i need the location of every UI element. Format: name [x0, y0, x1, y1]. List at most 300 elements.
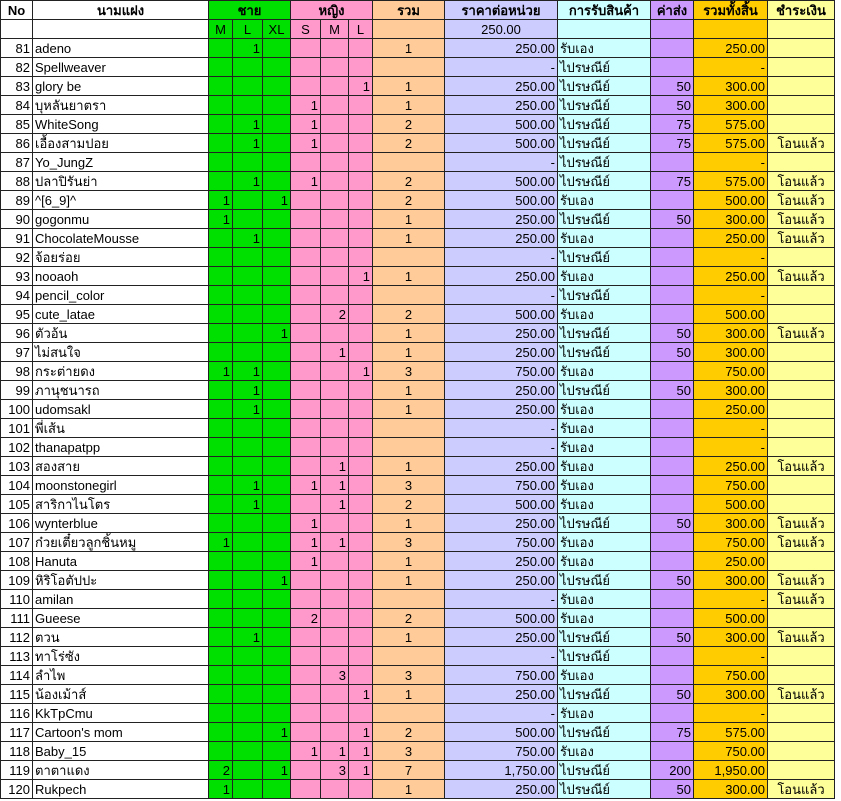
cell-no[interactable]: 94 — [1, 286, 33, 305]
cell-delivery[interactable]: รับเอง — [558, 457, 651, 476]
cell-total[interactable]: 1 — [373, 229, 445, 248]
cell-delivery[interactable]: ไปรษณีย์ — [558, 343, 651, 362]
cell-grand-total[interactable]: 750.00 — [694, 533, 768, 552]
cell-delivery[interactable]: รับเอง — [558, 666, 651, 685]
cell-female-l[interactable]: 1 — [349, 362, 373, 381]
cell-female-s[interactable] — [291, 457, 321, 476]
cell-female-l[interactable] — [349, 552, 373, 571]
cell-delivery[interactable]: รับเอง — [558, 609, 651, 628]
cell-no[interactable]: 97 — [1, 343, 33, 362]
cell-female-l[interactable]: 1 — [349, 685, 373, 704]
cell-no[interactable]: 88 — [1, 172, 33, 191]
cell-name[interactable]: Rukpech — [33, 780, 209, 799]
cell-male-xl[interactable]: 1 — [263, 761, 291, 780]
cell-female-s[interactable] — [291, 438, 321, 457]
cell-shipping[interactable] — [651, 419, 694, 438]
cell-female-l[interactable] — [349, 286, 373, 305]
cell-female-l[interactable]: 1 — [349, 77, 373, 96]
cell-payment[interactable] — [768, 723, 835, 742]
cell-male-xl[interactable] — [263, 438, 291, 457]
cell-female-l[interactable] — [349, 172, 373, 191]
cell-female-s[interactable] — [291, 666, 321, 685]
cell-total[interactable]: 2 — [373, 609, 445, 628]
cell-total[interactable]: 3 — [373, 666, 445, 685]
cell-shipping[interactable] — [651, 457, 694, 476]
cell-male-l[interactable] — [233, 457, 263, 476]
cell-male-xl[interactable] — [263, 419, 291, 438]
cell-grand-total[interactable]: - — [694, 58, 768, 77]
cell-male-m[interactable] — [209, 552, 233, 571]
cell-male-m[interactable] — [209, 115, 233, 134]
cell-female-m[interactable] — [321, 362, 349, 381]
cell-female-m[interactable] — [321, 400, 349, 419]
cell-male-xl[interactable] — [263, 514, 291, 533]
cell-payment[interactable]: โอนแล้ว — [768, 191, 835, 210]
cell-male-m[interactable] — [209, 590, 233, 609]
cell-shipping[interactable]: 75 — [651, 723, 694, 742]
cell-no[interactable]: 81 — [1, 39, 33, 58]
cell-female-m[interactable]: 1 — [321, 343, 349, 362]
cell-male-m[interactable] — [209, 96, 233, 115]
cell-unit-price[interactable]: 250.00 — [445, 39, 558, 58]
cell-shipping[interactable] — [651, 286, 694, 305]
cell-female-m[interactable] — [321, 628, 349, 647]
cell-name[interactable]: ทาโร่ซัง — [33, 647, 209, 666]
cell-male-l[interactable] — [233, 514, 263, 533]
cell-male-xl[interactable] — [263, 704, 291, 723]
cell-no[interactable]: 105 — [1, 495, 33, 514]
cell-male-m[interactable] — [209, 685, 233, 704]
cell-male-xl[interactable]: 1 — [263, 571, 291, 590]
cell-no[interactable]: 82 — [1, 58, 33, 77]
cell-total[interactable]: 3 — [373, 742, 445, 761]
cell-unit-price[interactable]: - — [445, 590, 558, 609]
cell-unit-price[interactable]: 750.00 — [445, 533, 558, 552]
cell-male-m[interactable] — [209, 153, 233, 172]
cell-no[interactable]: 109 — [1, 571, 33, 590]
cell-female-l[interactable]: 1 — [349, 723, 373, 742]
cell-payment[interactable] — [768, 115, 835, 134]
cell-female-l[interactable] — [349, 590, 373, 609]
cell-male-xl[interactable] — [263, 229, 291, 248]
cell-female-l[interactable] — [349, 39, 373, 58]
cell-male-l[interactable] — [233, 343, 263, 362]
cell-grand-total[interactable]: 250.00 — [694, 400, 768, 419]
cell-shipping[interactable] — [651, 552, 694, 571]
cell-unit-price[interactable]: 500.00 — [445, 305, 558, 324]
cell-male-l[interactable]: 1 — [233, 172, 263, 191]
cell-unit-price[interactable]: 250.00 — [445, 343, 558, 362]
cell-payment[interactable] — [768, 609, 835, 628]
cell-male-m[interactable] — [209, 723, 233, 742]
cell-unit-price[interactable]: - — [445, 704, 558, 723]
cell-shipping[interactable] — [651, 742, 694, 761]
subheader-blank[interactable] — [651, 20, 694, 39]
cell-male-xl[interactable] — [263, 267, 291, 286]
cell-shipping[interactable] — [651, 704, 694, 723]
header-name[interactable]: นามแฝง — [33, 1, 209, 20]
cell-female-s[interactable] — [291, 647, 321, 666]
cell-name[interactable]: KkTpCmu — [33, 704, 209, 723]
cell-female-l[interactable] — [349, 666, 373, 685]
cell-shipping[interactable] — [651, 362, 694, 381]
cell-delivery[interactable]: รับเอง — [558, 400, 651, 419]
cell-male-m[interactable]: 1 — [209, 362, 233, 381]
cell-delivery[interactable]: ไปรษณีย์ — [558, 571, 651, 590]
cell-payment[interactable] — [768, 77, 835, 96]
cell-female-m[interactable] — [321, 210, 349, 229]
cell-name[interactable]: จ้อยร่อย — [33, 248, 209, 267]
cell-shipping[interactable] — [651, 609, 694, 628]
cell-grand-total[interactable]: 500.00 — [694, 495, 768, 514]
cell-unit-price[interactable]: 250.00 — [445, 400, 558, 419]
cell-female-l[interactable] — [349, 457, 373, 476]
cell-female-s[interactable] — [291, 229, 321, 248]
cell-female-l[interactable] — [349, 780, 373, 799]
cell-female-m[interactable]: 1 — [321, 457, 349, 476]
cell-no[interactable]: 108 — [1, 552, 33, 571]
cell-delivery[interactable]: ไปรษณีย์ — [558, 248, 651, 267]
cell-total[interactable]: 1 — [373, 400, 445, 419]
header-no[interactable]: No — [1, 1, 33, 20]
cell-female-l[interactable] — [349, 153, 373, 172]
cell-female-m[interactable] — [321, 172, 349, 191]
cell-unit-price[interactable]: 500.00 — [445, 609, 558, 628]
cell-male-xl[interactable] — [263, 457, 291, 476]
cell-female-s[interactable] — [291, 191, 321, 210]
cell-male-m[interactable]: 1 — [209, 210, 233, 229]
cell-female-s[interactable]: 1 — [291, 476, 321, 495]
cell-unit-price[interactable]: 1,750.00 — [445, 761, 558, 780]
cell-unit-price[interactable]: 250.00 — [445, 210, 558, 229]
cell-male-xl[interactable] — [263, 172, 291, 191]
cell-male-l[interactable] — [233, 267, 263, 286]
cell-delivery[interactable]: รับเอง — [558, 742, 651, 761]
cell-female-m[interactable] — [321, 153, 349, 172]
cell-female-s[interactable]: 1 — [291, 533, 321, 552]
cell-male-xl[interactable] — [263, 305, 291, 324]
cell-male-l[interactable]: 1 — [233, 476, 263, 495]
cell-no[interactable]: 89 — [1, 191, 33, 210]
cell-female-m[interactable]: 2 — [321, 305, 349, 324]
cell-name[interactable]: Cartoon's mom — [33, 723, 209, 742]
cell-shipping[interactable]: 50 — [651, 324, 694, 343]
cell-payment[interactable] — [768, 552, 835, 571]
cell-name[interactable]: wynterblue — [33, 514, 209, 533]
cell-no[interactable]: 87 — [1, 153, 33, 172]
cell-male-m[interactable] — [209, 39, 233, 58]
cell-male-xl[interactable] — [263, 210, 291, 229]
cell-unit-price[interactable]: 250.00 — [445, 267, 558, 286]
cell-female-m[interactable] — [321, 381, 349, 400]
cell-unit-price[interactable]: - — [445, 647, 558, 666]
cell-no[interactable]: 86 — [1, 134, 33, 153]
cell-total[interactable]: 1 — [373, 343, 445, 362]
cell-female-s[interactable] — [291, 761, 321, 780]
cell-male-l[interactable] — [233, 324, 263, 343]
cell-payment[interactable] — [768, 362, 835, 381]
cell-name[interactable]: Gueese — [33, 609, 209, 628]
cell-female-s[interactable] — [291, 324, 321, 343]
cell-name[interactable]: หิริโอตัปปะ — [33, 571, 209, 590]
cell-shipping[interactable]: 50 — [651, 210, 694, 229]
cell-delivery[interactable]: ไปรษณีย์ — [558, 77, 651, 96]
cell-female-m[interactable] — [321, 58, 349, 77]
cell-delivery[interactable]: ไปรษณีย์ — [558, 134, 651, 153]
cell-male-l[interactable] — [233, 533, 263, 552]
cell-delivery[interactable]: รับเอง — [558, 704, 651, 723]
cell-no[interactable]: 95 — [1, 305, 33, 324]
cell-name[interactable]: ลำไพ — [33, 666, 209, 685]
cell-grand-total[interactable]: 750.00 — [694, 742, 768, 761]
cell-grand-total[interactable]: - — [694, 419, 768, 438]
cell-male-m[interactable] — [209, 400, 233, 419]
cell-total[interactable] — [373, 704, 445, 723]
header-unit-price[interactable]: ราคาต่อหน่วย — [445, 1, 558, 20]
unit-price-value[interactable]: 250.00 — [445, 20, 558, 39]
cell-no[interactable]: 100 — [1, 400, 33, 419]
cell-female-l[interactable] — [349, 419, 373, 438]
cell-unit-price[interactable]: 250.00 — [445, 324, 558, 343]
cell-total[interactable] — [373, 248, 445, 267]
cell-no[interactable]: 84 — [1, 96, 33, 115]
cell-shipping[interactable] — [651, 267, 694, 286]
cell-female-m[interactable] — [321, 704, 349, 723]
cell-male-l[interactable]: 1 — [233, 134, 263, 153]
cell-payment[interactable] — [768, 305, 835, 324]
cell-unit-price[interactable]: 250.00 — [445, 514, 558, 533]
size-male-xl[interactable]: XL — [263, 20, 291, 39]
cell-name[interactable]: สาริกาไนโตร — [33, 495, 209, 514]
cell-female-s[interactable]: 1 — [291, 514, 321, 533]
cell-female-s[interactable] — [291, 77, 321, 96]
cell-male-l[interactable] — [233, 780, 263, 799]
cell-male-l[interactable] — [233, 666, 263, 685]
cell-shipping[interactable]: 50 — [651, 780, 694, 799]
cell-female-s[interactable]: 1 — [291, 742, 321, 761]
cell-grand-total[interactable]: 750.00 — [694, 476, 768, 495]
cell-female-s[interactable] — [291, 248, 321, 267]
cell-male-xl[interactable] — [263, 58, 291, 77]
cell-grand-total[interactable]: 250.00 — [694, 39, 768, 58]
cell-female-m[interactable] — [321, 723, 349, 742]
cell-name[interactable]: ปลาปิรันย่า — [33, 172, 209, 191]
cell-male-l[interactable] — [233, 438, 263, 457]
cell-grand-total[interactable]: 250.00 — [694, 552, 768, 571]
cell-name[interactable]: Spellweaver — [33, 58, 209, 77]
cell-unit-price[interactable]: 500.00 — [445, 191, 558, 210]
cell-female-l[interactable] — [349, 400, 373, 419]
cell-delivery[interactable]: รับเอง — [558, 495, 651, 514]
cell-shipping[interactable]: 50 — [651, 381, 694, 400]
cell-unit-price[interactable]: - — [445, 153, 558, 172]
cell-total[interactable]: 1 — [373, 96, 445, 115]
cell-female-m[interactable] — [321, 552, 349, 571]
cell-payment[interactable]: โอนแล้ว — [768, 324, 835, 343]
cell-male-xl[interactable] — [263, 96, 291, 115]
cell-male-m[interactable] — [209, 457, 233, 476]
cell-female-s[interactable] — [291, 267, 321, 286]
cell-no[interactable]: 90 — [1, 210, 33, 229]
cell-female-m[interactable]: 1 — [321, 742, 349, 761]
cell-payment[interactable]: โอนแล้ว — [768, 571, 835, 590]
cell-male-l[interactable] — [233, 248, 263, 267]
cell-delivery[interactable]: ไปรษณีย์ — [558, 780, 651, 799]
cell-unit-price[interactable]: - — [445, 248, 558, 267]
cell-male-xl[interactable] — [263, 609, 291, 628]
cell-name[interactable]: ตวน — [33, 628, 209, 647]
cell-female-s[interactable] — [291, 153, 321, 172]
cell-male-xl[interactable] — [263, 153, 291, 172]
cell-name[interactable]: ^[6_9]^ — [33, 191, 209, 210]
cell-no[interactable]: 102 — [1, 438, 33, 457]
cell-male-l[interactable] — [233, 210, 263, 229]
cell-male-l[interactable] — [233, 96, 263, 115]
cell-female-l[interactable] — [349, 438, 373, 457]
cell-male-xl[interactable] — [263, 77, 291, 96]
cell-total[interactable]: 2 — [373, 172, 445, 191]
cell-shipping[interactable] — [651, 153, 694, 172]
cell-delivery[interactable]: ไปรษณีย์ — [558, 153, 651, 172]
cell-payment[interactable]: โอนแล้ว — [768, 590, 835, 609]
cell-male-m[interactable] — [209, 495, 233, 514]
cell-female-l[interactable] — [349, 533, 373, 552]
cell-female-s[interactable]: 1 — [291, 172, 321, 191]
cell-female-s[interactable]: 1 — [291, 134, 321, 153]
cell-male-l[interactable] — [233, 153, 263, 172]
cell-female-m[interactable]: 1 — [321, 495, 349, 514]
cell-name[interactable]: บุหลันยาตรา — [33, 96, 209, 115]
cell-female-m[interactable] — [321, 685, 349, 704]
cell-male-l[interactable]: 1 — [233, 495, 263, 514]
size-male-m[interactable]: M — [209, 20, 233, 39]
cell-name[interactable]: moonstonegirl — [33, 476, 209, 495]
cell-unit-price[interactable]: 250.00 — [445, 780, 558, 799]
cell-name[interactable]: Hanuta — [33, 552, 209, 571]
cell-male-xl[interactable] — [263, 381, 291, 400]
cell-male-l[interactable] — [233, 590, 263, 609]
cell-payment[interactable]: โอนแล้ว — [768, 134, 835, 153]
cell-no[interactable]: 91 — [1, 229, 33, 248]
header-male[interactable]: ชาย — [209, 1, 291, 20]
cell-no[interactable]: 92 — [1, 248, 33, 267]
cell-male-m[interactable] — [209, 286, 233, 305]
cell-female-m[interactable] — [321, 115, 349, 134]
cell-name[interactable]: WhiteSong — [33, 115, 209, 134]
cell-no[interactable]: 96 — [1, 324, 33, 343]
cell-female-s[interactable] — [291, 723, 321, 742]
cell-male-l[interactable] — [233, 286, 263, 305]
cell-unit-price[interactable]: 250.00 — [445, 77, 558, 96]
subheader-blank[interactable] — [1, 20, 33, 39]
cell-male-m[interactable] — [209, 476, 233, 495]
cell-total[interactable]: 2 — [373, 723, 445, 742]
cell-male-m[interactable] — [209, 229, 233, 248]
cell-male-l[interactable] — [233, 305, 263, 324]
cell-shipping[interactable]: 50 — [651, 77, 694, 96]
cell-male-xl[interactable] — [263, 666, 291, 685]
cell-female-s[interactable] — [291, 381, 321, 400]
cell-total[interactable] — [373, 419, 445, 438]
cell-male-xl[interactable] — [263, 362, 291, 381]
cell-male-l[interactable] — [233, 609, 263, 628]
cell-male-m[interactable] — [209, 571, 233, 590]
cell-male-xl[interactable] — [263, 533, 291, 552]
size-female-l[interactable]: L — [349, 20, 373, 39]
cell-payment[interactable] — [768, 343, 835, 362]
header-grand-total[interactable]: รวมทั้งสิ้น — [694, 1, 768, 20]
cell-no[interactable]: 104 — [1, 476, 33, 495]
cell-female-l[interactable] — [349, 476, 373, 495]
cell-male-l[interactable] — [233, 419, 263, 438]
cell-female-s[interactable] — [291, 343, 321, 362]
cell-male-l[interactable]: 1 — [233, 115, 263, 134]
cell-no[interactable]: 119 — [1, 761, 33, 780]
cell-female-l[interactable] — [349, 115, 373, 134]
cell-female-s[interactable] — [291, 780, 321, 799]
cell-male-xl[interactable] — [263, 495, 291, 514]
cell-shipping[interactable] — [651, 666, 694, 685]
cell-payment[interactable] — [768, 666, 835, 685]
cell-female-s[interactable] — [291, 590, 321, 609]
cell-male-m[interactable] — [209, 134, 233, 153]
cell-name[interactable]: amilan — [33, 590, 209, 609]
cell-total[interactable]: 1 — [373, 457, 445, 476]
cell-male-l[interactable] — [233, 191, 263, 210]
cell-delivery[interactable]: รับเอง — [558, 476, 651, 495]
cell-female-l[interactable] — [349, 571, 373, 590]
cell-shipping[interactable]: 200 — [651, 761, 694, 780]
cell-male-m[interactable] — [209, 172, 233, 191]
cell-total[interactable]: 2 — [373, 305, 445, 324]
cell-male-m[interactable] — [209, 77, 233, 96]
cell-grand-total[interactable]: 300.00 — [694, 685, 768, 704]
cell-unit-price[interactable]: 500.00 — [445, 723, 558, 742]
cell-name[interactable]: thanapatpp — [33, 438, 209, 457]
cell-name[interactable]: ChocolateMousse — [33, 229, 209, 248]
cell-delivery[interactable]: ไปรษณีย์ — [558, 210, 651, 229]
cell-total[interactable]: 2 — [373, 115, 445, 134]
cell-grand-total[interactable]: 500.00 — [694, 191, 768, 210]
cell-payment[interactable]: โอนแล้ว — [768, 210, 835, 229]
cell-shipping[interactable] — [651, 191, 694, 210]
cell-total[interactable] — [373, 286, 445, 305]
cell-female-s[interactable]: 1 — [291, 552, 321, 571]
cell-male-xl[interactable] — [263, 39, 291, 58]
cell-no[interactable]: 101 — [1, 419, 33, 438]
subheader-blank[interactable] — [768, 20, 835, 39]
cell-female-s[interactable] — [291, 704, 321, 723]
cell-unit-price[interactable]: - — [445, 419, 558, 438]
cell-unit-price[interactable]: 750.00 — [445, 666, 558, 685]
cell-grand-total[interactable]: - — [694, 704, 768, 723]
cell-total[interactable]: 1 — [373, 685, 445, 704]
cell-shipping[interactable] — [651, 533, 694, 552]
cell-female-m[interactable] — [321, 77, 349, 96]
cell-delivery[interactable]: ไปรษณีย์ — [558, 286, 651, 305]
cell-unit-price[interactable]: 750.00 — [445, 362, 558, 381]
cell-total[interactable]: 1 — [373, 571, 445, 590]
cell-male-m[interactable] — [209, 267, 233, 286]
cell-shipping[interactable]: 50 — [651, 343, 694, 362]
cell-shipping[interactable] — [651, 400, 694, 419]
cell-male-m[interactable] — [209, 438, 233, 457]
cell-name[interactable]: เอื้องสามปอย — [33, 134, 209, 153]
cell-shipping[interactable]: 50 — [651, 96, 694, 115]
cell-male-m[interactable] — [209, 343, 233, 362]
cell-grand-total[interactable]: 250.00 — [694, 229, 768, 248]
cell-unit-price[interactable]: 250.00 — [445, 381, 558, 400]
